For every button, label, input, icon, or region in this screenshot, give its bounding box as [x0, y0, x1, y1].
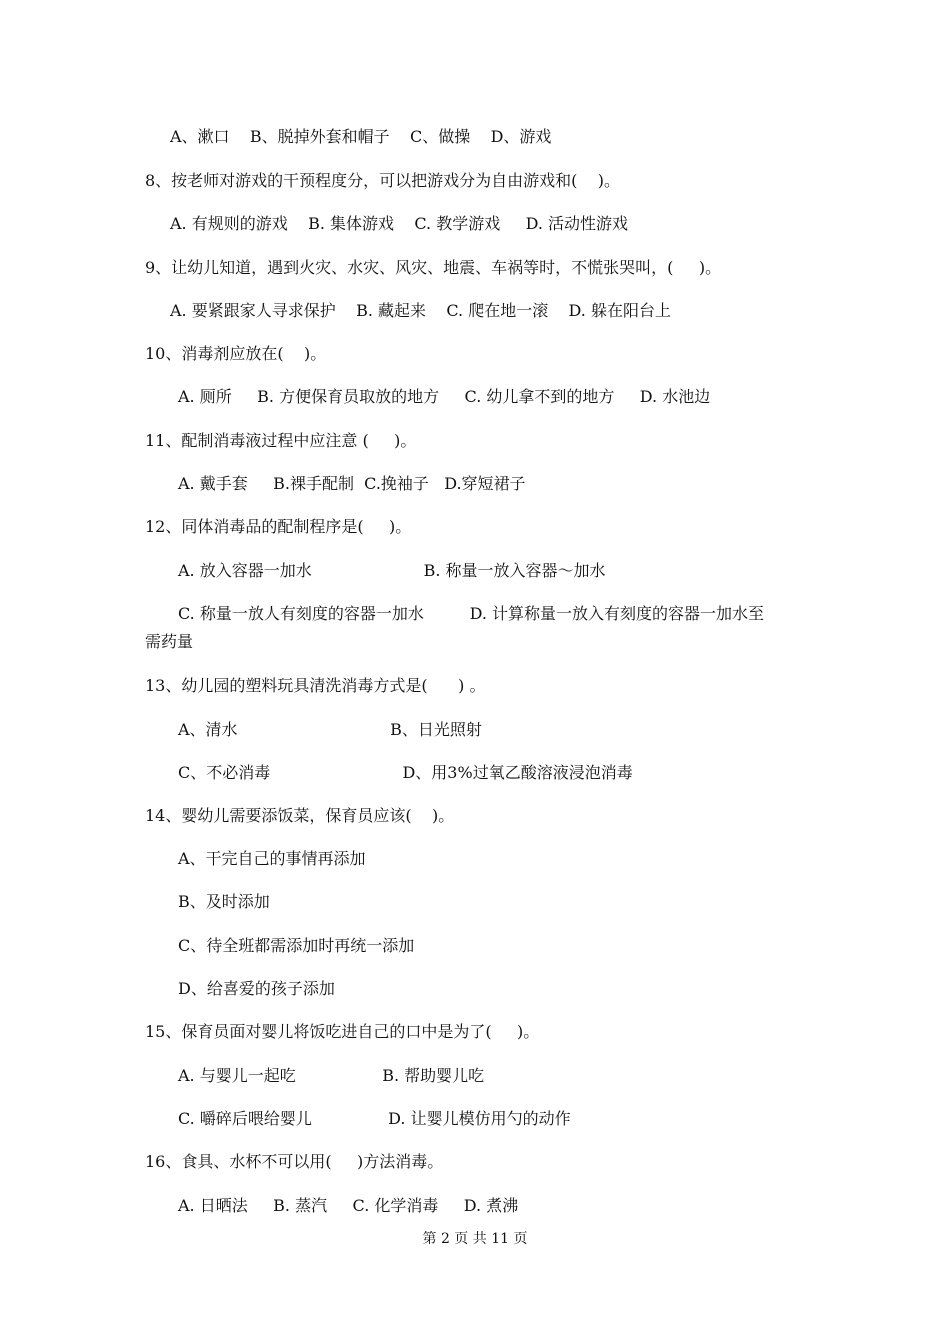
q12-options-ab: A. 放入容器一加水 B. 称量一放入容器～加水 [178, 561, 606, 580]
q14-question: 14、婴幼儿需要添饭菜，保育员应该( )。 [145, 806, 455, 825]
q14-option-b: B、及时添加 [178, 892, 270, 911]
q8-question: 8、按老师对游戏的干预程度分，可以把游戏分为自由游戏和( )。 [145, 171, 621, 190]
q13-question: 13、幼儿园的塑料玩具清洗消毒方式是( ) 。 [145, 676, 486, 695]
q15-options-ab: A. 与婴儿一起吃 B. 帮助婴儿吃 [178, 1066, 485, 1085]
q10-options: A. 厕所 B. 方便保育员取放的地方 C. 幼儿拿不到的地方 D. 水池边 [178, 387, 711, 406]
q10-question: 10、消毒剂应放在( )。 [145, 344, 327, 363]
q7-options: A、漱口 B、脱掉外套和帽子 C、做操 D、游戏 [170, 127, 552, 146]
q9-options: A. 要紧跟家人寻求保护 B. 藏起来 C. 爬在地一滚 D. 躲在阳台上 [170, 301, 671, 320]
q15-options-cd: C. 嚼碎后喂给婴儿 D. 让婴儿模仿用勺的动作 [178, 1109, 571, 1128]
q8-options: A. 有规则的游戏 B. 集体游戏 C. 教学游戏 D. 活动性游戏 [170, 214, 629, 233]
q16-options: A. 日晒法 B. 蒸汽 C. 化学消毒 D. 煮沸 [178, 1196, 519, 1215]
q14-option-d: D、给喜爱的孩子添加 [178, 979, 335, 998]
q13-options-ab: A、清水 B、日光照射 [178, 720, 482, 739]
q16-question: 16、食具、水杯不可以用( )方法消毒。 [145, 1152, 444, 1171]
q13-options-cd: C、不必消毒 D、用3%过氧乙酸溶液浸泡消毒 [178, 763, 633, 782]
page-footer: 第 2 页 共 11 页 [422, 1231, 528, 1247]
q15-question: 15、保育员面对婴儿将饭吃进自己的口中是为了( )。 [145, 1022, 540, 1041]
q14-option-a: A、干完自己的事情再添加 [178, 849, 366, 868]
q12-options-cd: C. 称量一放人有刻度的容器一加水 D. 计算称量一放入有刻度的容器一加水至 [178, 604, 765, 623]
q11-options: A. 戴手套 B.裸手配制 C.挽袖子 D.穿短裙子 [178, 474, 526, 493]
q14-option-c: C、待全班都需添加时再统一添加 [178, 936, 415, 955]
q12-options-cont: 需药量 [145, 632, 194, 651]
q11-question: 11、配制消毒液过程中应注意 ( )。 [145, 431, 417, 450]
q12-question: 12、同体消毒品的配制程序是( )。 [145, 517, 412, 536]
q9-question: 9、让幼儿知道，遇到火灾、水灾、风灾、地震、车祸等时，不慌张哭叫，( )。 [145, 258, 722, 277]
